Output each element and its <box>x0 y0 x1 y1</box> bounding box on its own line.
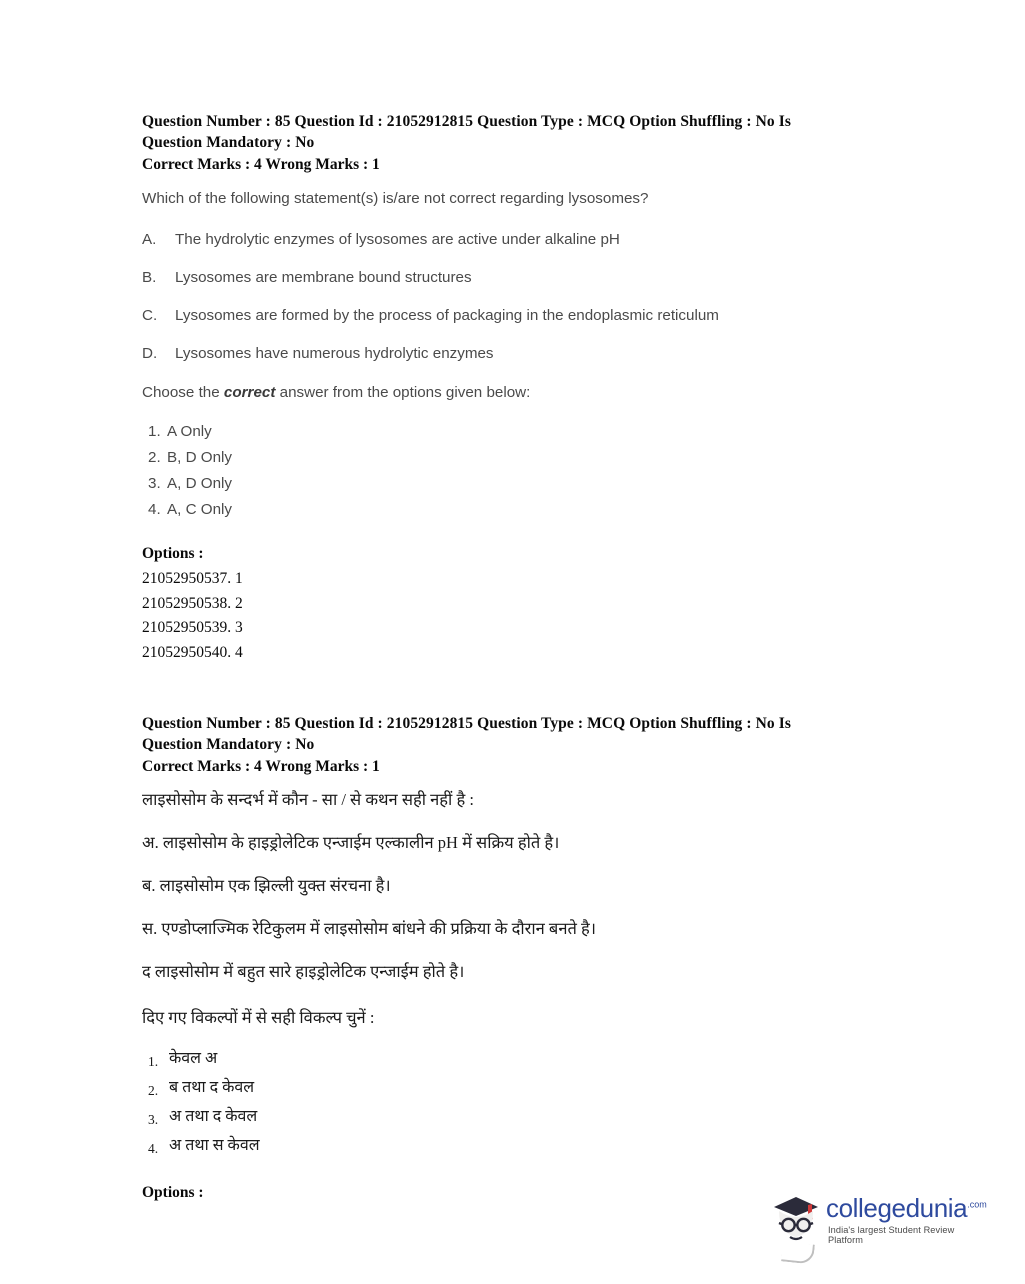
choose-suffix: answer from the options given below: <box>275 384 531 401</box>
choose-instruction-english <box>142 384 872 401</box>
page-content <box>142 112 872 1202</box>
answer-item <box>148 1075 872 1104</box>
marks-line-english: Correct Marks : 4 Wrong Marks : 1 <box>142 156 380 173</box>
answer-text: A, D Only <box>167 475 232 492</box>
answer-number: 1. <box>148 423 161 440</box>
option-code-list <box>142 567 872 665</box>
answer-text: B, D Only <box>167 449 232 466</box>
answer-text: A, C Only <box>167 501 232 518</box>
options-title-english: Options : <box>142 545 204 562</box>
statement-text: The hydrolytic enzymes of lysosomes are active under alkaline pH <box>175 231 620 248</box>
answer-text: A Only <box>167 423 212 440</box>
statement-text-hindi: अ. लाइसोसोम के हाइड्रोलेटिक एन्जाईम एल्कालीन pH में सक्रिय होते है। <box>142 833 560 852</box>
question-block-hindi <box>142 714 872 1202</box>
option-code: 21052950539. 3 <box>142 619 243 636</box>
answer-number: 1. <box>148 1054 159 1069</box>
statement-text: Lysosomes have numerous hydrolytic enzymes <box>175 345 494 362</box>
statement-item <box>142 307 872 324</box>
statement-label: A. <box>142 231 157 248</box>
answer-item <box>148 1046 872 1075</box>
option-code: 21052950538. 2 <box>142 594 243 612</box>
answer-number: 3. <box>148 475 161 492</box>
statement-text: Lysosomes are formed by the process of packaging in the endoplasmic reticulum <box>175 307 719 324</box>
question-block-english <box>142 112 872 665</box>
option-code: 21052950540. 4 <box>142 643 243 661</box>
graduate-mascot-icon <box>768 1187 824 1245</box>
answer-item <box>148 445 872 471</box>
swoosh-decoration-icon <box>781 1241 815 1264</box>
brand-domain-suffix: .com <box>967 1199 987 1210</box>
choose-prefix: Choose the <box>142 384 224 401</box>
answer-number: 4. <box>148 501 161 518</box>
answer-item <box>148 471 872 497</box>
answer-text: अ तथा द केवल <box>169 1108 258 1125</box>
statement-text-hindi: द लाइसोसोम में बहुत सारे हाइड्रोलेटिक एन्जाईम होते है। <box>142 962 465 981</box>
statement-label: B. <box>142 269 157 286</box>
answer-item <box>148 1133 872 1162</box>
statement-item <box>142 231 872 248</box>
answer-number: 2. <box>148 1083 159 1098</box>
answer-number: 4. <box>148 1141 159 1156</box>
question-stem-hindi: लाइसोसोम के सन्दर्भ में कौन - सा / से कथन सही नहीं है : <box>142 790 474 809</box>
answer-list-hindi <box>148 1046 872 1162</box>
answer-item <box>148 419 872 445</box>
answer-item <box>148 497 872 523</box>
statement-item <box>142 345 872 362</box>
answer-number: 2. <box>148 449 161 466</box>
answer-list-english <box>148 419 872 523</box>
question-header-english <box>142 112 872 153</box>
marks-line-hindi: Correct Marks : 4 Wrong Marks : 1 <box>142 758 380 775</box>
answer-text: ब तथा द केवल <box>169 1079 255 1096</box>
options-title-hindi: Options : <box>142 1184 204 1201</box>
choose-emphasis: correct <box>223 384 276 401</box>
question-header-line1: Question Number : 85 Question Id : 21052912815 Question Type : MCQ Option Shuffling : No Is <box>142 715 791 732</box>
answer-number: 3. <box>148 1112 159 1127</box>
option-code: 21052950537. 1 <box>142 570 243 587</box>
answer-item <box>148 1104 872 1133</box>
choose-instruction-hindi: दिए गए विकल्पों में से सही विकल्प चुनें : <box>142 1008 375 1027</box>
answer-text: अ तथा स केवल <box>169 1137 260 1154</box>
answer-text: केवल अ <box>169 1050 218 1067</box>
question-header-line2: Question Mandatory : No <box>142 735 315 753</box>
question-header-line1: Question Number : 85 Question Id : 21052912815 Question Type : MCQ Option Shuffling : No Is <box>142 113 791 130</box>
collegedunia-watermark <box>768 1185 987 1253</box>
question-header-hindi <box>142 714 872 755</box>
statement-text-hindi: ब. लाइसोसोम एक झिल्ली युक्त संरचना है। <box>142 876 391 895</box>
statement-text-hindi: स. एण्डोप्लाज्मिक रेटिकुलम में लाइसोसोम बांधने की प्रक्रिया के दौरान बनते है। <box>142 919 597 938</box>
statement-text: Lysosomes are membrane bound structures <box>175 269 472 286</box>
statement-item <box>142 269 872 286</box>
statement-label: D. <box>142 345 158 362</box>
question-header-line2: Question Mandatory : No <box>142 133 315 151</box>
brand-word: collegedunia <box>826 1193 968 1223</box>
brand-tagline: India's largest Student Review Platform <box>828 1225 955 1245</box>
statement-label: C. <box>142 307 158 324</box>
question-stem-english: Which of the following statement(s) is/are not correct regarding lysosomes? <box>142 190 649 207</box>
brand-name <box>826 1193 987 1224</box>
